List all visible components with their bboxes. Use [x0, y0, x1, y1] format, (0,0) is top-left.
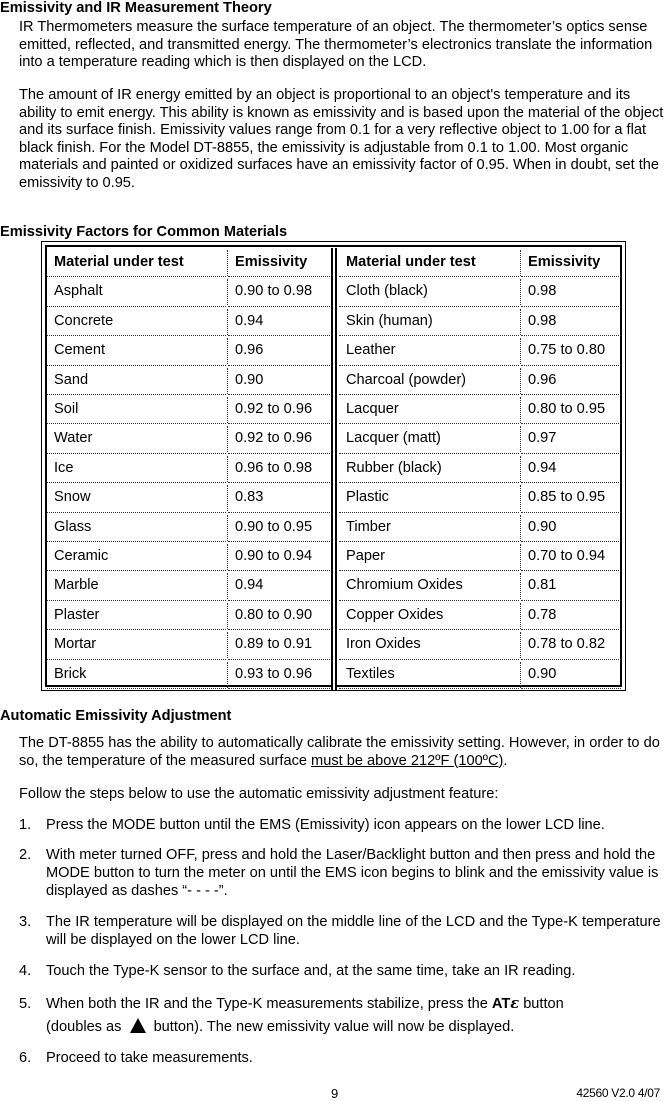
temperature-requirement: must be above 212ºF (100ºC) — [311, 752, 504, 769]
cell-emissivity-2: 0.85 to 0.95 — [528, 489, 606, 506]
cell-emissivity-1: 0.89 to 0.91 — [235, 636, 313, 653]
header-material-2: Material under test — [346, 254, 476, 270]
column-separator — [227, 368, 228, 394]
cell-emissivity-1: 0.83 — [235, 489, 264, 506]
row-separator — [228, 688, 332, 689]
column-separator — [227, 338, 228, 364]
cell-emissivity-2: 0.80 to 0.95 — [528, 401, 606, 417]
cell-material-2: Paper — [346, 548, 385, 564]
cell-material-1: Concrete — [54, 312, 114, 329]
cell-material-1: Asphalt — [54, 283, 103, 300]
column-separator — [520, 338, 521, 364]
cell-emissivity-1: 0.96 — [235, 342, 264, 359]
column-separator — [227, 485, 228, 511]
cell-emissivity-2: 0.70 to 0.94 — [528, 548, 606, 564]
column-separator — [520, 603, 521, 629]
header-emissivity-1: Emissivity — [235, 254, 308, 270]
cell-material-1: Cement — [54, 342, 106, 359]
cell-emissivity-2: 0.97 — [528, 430, 557, 447]
cell-material-2: Rubber (black) — [346, 459, 442, 476]
column-separator — [520, 456, 521, 482]
cell-material-1: Ice — [54, 459, 74, 476]
cell-material-2: Lacquer (matt) — [346, 430, 441, 447]
column-separator — [227, 603, 228, 629]
cell-material-1: Sand — [54, 371, 89, 388]
column-separator — [520, 250, 521, 276]
cell-emissivity-2: 0.81 — [528, 577, 557, 594]
cell-emissivity-2: 0.96 — [528, 371, 557, 388]
cell-material-1: Mortar — [54, 636, 97, 653]
cell-emissivity-2: 0.90 — [528, 665, 557, 682]
cell-material-2: Charcoal (powder) — [346, 371, 467, 388]
table-center-divider — [331, 248, 337, 690]
epsilon-icon: ε — [510, 995, 520, 1012]
step5-text-b: button — [519, 996, 564, 1012]
column-separator — [227, 662, 228, 688]
column-separator — [227, 544, 228, 570]
step5-text-d: button). The new emissivity value will now be displayed. — [149, 1019, 515, 1035]
cell-emissivity-2: 0.78 to 0.82 — [528, 636, 606, 653]
row-separator — [521, 688, 621, 689]
cell-emissivity-2: 0.94 — [528, 459, 557, 476]
step5-text-a: When both the IR and the Type-K measurements stabilize, press the — [46, 996, 492, 1012]
header-material-1: Material under test — [54, 254, 184, 270]
cell-material-2: Lacquer — [346, 401, 399, 417]
cell-emissivity-2: 0.78 — [528, 606, 557, 623]
cell-emissivity-1: 0.92 to 0.96 — [235, 430, 313, 447]
cell-emissivity-2: 0.98 — [528, 283, 557, 300]
column-separator — [520, 279, 521, 305]
step-number: 3. — [19, 914, 32, 930]
document-id: 42560 V2.0 4/07 — [576, 1086, 660, 1100]
cell-emissivity-1: 0.80 to 0.90 — [235, 606, 313, 623]
section-heading-auto-emissivity: Automatic Emissivity Adjustment — [0, 708, 232, 724]
cell-emissivity-2: 0.75 to 0.80 — [528, 342, 606, 359]
cell-material-1: Ceramic — [54, 548, 109, 564]
up-arrow-icon — [130, 1018, 146, 1033]
cell-material-1: Glass — [54, 518, 92, 535]
page-number: 9 — [331, 1086, 339, 1101]
step5-text-c: (doubles as — [46, 1019, 126, 1035]
cell-emissivity-1: 0.94 — [235, 312, 264, 329]
column-separator — [227, 279, 228, 305]
cell-material-2: Iron Oxides — [346, 636, 421, 653]
step-number: 1. — [19, 817, 32, 833]
column-separator — [520, 368, 521, 394]
cell-material-1: Water — [54, 430, 93, 447]
column-separator — [227, 426, 228, 452]
section-heading-emissivity-theory: Emissivity and IR Measurement Theory — [0, 0, 272, 16]
step-number: 5. — [19, 996, 32, 1012]
cell-emissivity-2: 0.98 — [528, 312, 557, 329]
column-separator — [520, 485, 521, 511]
column-separator — [520, 309, 521, 335]
cell-material-2: Timber — [346, 518, 391, 535]
cell-material-1: Plaster — [54, 606, 100, 623]
column-separator — [227, 632, 228, 658]
step-number: 6. — [19, 1050, 32, 1066]
cell-material-2: Copper Oxides — [346, 606, 444, 623]
column-separator — [227, 515, 228, 541]
cell-material-2: Chromium Oxides — [346, 577, 463, 594]
step-text: The IR temperature will be displayed on the middle line of the LCD and the Type-K temperature will be displayed on the lower LCD line. — [46, 914, 661, 948]
header-emissivity-2: Emissivity — [528, 254, 601, 270]
auto-calibrate-text: The DT-8855 has the ability to automatically calibrate the emissivity setting. However, in order to do so, the temperature of the measured surface — [19, 735, 660, 769]
cell-material-1: Brick — [54, 665, 87, 682]
paragraph-ir-thermometers: IR Thermometers measure the surface temperature of an object. The thermometer’s optics sense emitted, reflected, and transmitted energy. The thermometer’s electronics translate the information into a temperature reading which is then displayed on the LCD. — [19, 19, 653, 71]
paragraph-auto-calibrate — [19, 735, 667, 770]
column-separator — [520, 632, 521, 658]
cell-emissivity-1: 0.90 to 0.95 — [235, 518, 313, 535]
cell-emissivity-1: 0.90 to 0.98 — [235, 283, 313, 300]
column-separator — [520, 573, 521, 599]
table-heading: Emissivity Factors for Common Materials — [0, 224, 288, 240]
row-separator — [47, 688, 226, 689]
row-separator — [339, 688, 519, 689]
cell-material-2: Plastic — [346, 489, 389, 506]
paragraph-follow-steps: Follow the steps below to use the automatic emissivity adjustment feature: — [19, 786, 499, 802]
cell-material-2: Textiles — [346, 665, 395, 682]
step-number: 4. — [19, 963, 32, 979]
cell-material-1: Marble — [54, 577, 99, 594]
paragraph-ir-energy: The amount of IR energy emitted by an object is proportional to an object's temperature and its ability to emit energy. This ability is known as emissivity and is based upon the material of the object and its surface finish. Emissivity values range from 0.1 for a very reflective object to 1.00 for a flat black finish. For the Model DT-8855, the emissivity is adjustable from 0.1 to 1.00. Most organic materials and painted or oxidized surfaces have an emissivity factor of 0.95. When in doubt, set the emissivity to 0.95. — [19, 87, 664, 191]
column-separator — [227, 397, 228, 423]
cell-emissivity-1: 0.90 to 0.94 — [235, 548, 313, 564]
at-button-label: ATε — [491, 995, 520, 1012]
step-number: 2. — [19, 847, 32, 863]
cell-material-1: Soil — [54, 401, 79, 417]
column-separator — [520, 397, 521, 423]
column-separator — [227, 573, 228, 599]
cell-emissivity-2: 0.90 — [528, 518, 557, 535]
step-text: Touch the Type-K sensor to the surface and, at the same time, take an IR reading. — [46, 963, 576, 979]
cell-emissivity-1: 0.90 — [235, 371, 264, 388]
step-text — [46, 995, 666, 1036]
column-separator — [227, 456, 228, 482]
cell-emissivity-1: 0.93 to 0.96 — [235, 665, 313, 682]
column-separator — [520, 544, 521, 570]
cell-emissivity-1: 0.92 to 0.96 — [235, 401, 313, 417]
column-separator — [520, 426, 521, 452]
auto-calibrate-end: . — [503, 752, 508, 769]
cell-emissivity-1: 0.96 to 0.98 — [235, 459, 313, 476]
step-text: With meter turned OFF, press and hold the Laser/Backlight button and then press and hold the MODE button to turn the meter on until the EMS icon begins to blink and the emissivity value is displayed as dashes “- - - -”. — [46, 847, 659, 899]
step-text: Proceed to take measurements. — [46, 1050, 253, 1066]
step-text: Press the MODE button until the EMS (Emissivity) icon appears on the lower LCD line. — [46, 817, 605, 833]
column-separator — [227, 309, 228, 335]
cell-emissivity-1: 0.94 — [235, 577, 264, 594]
cell-material-2: Leather — [346, 342, 396, 359]
column-separator — [227, 250, 228, 276]
column-separator — [520, 515, 521, 541]
cell-material-2: Skin (human) — [346, 312, 433, 329]
cell-material-1: Snow — [54, 489, 91, 506]
cell-material-2: Cloth (black) — [346, 283, 428, 300]
column-separator — [520, 662, 521, 688]
